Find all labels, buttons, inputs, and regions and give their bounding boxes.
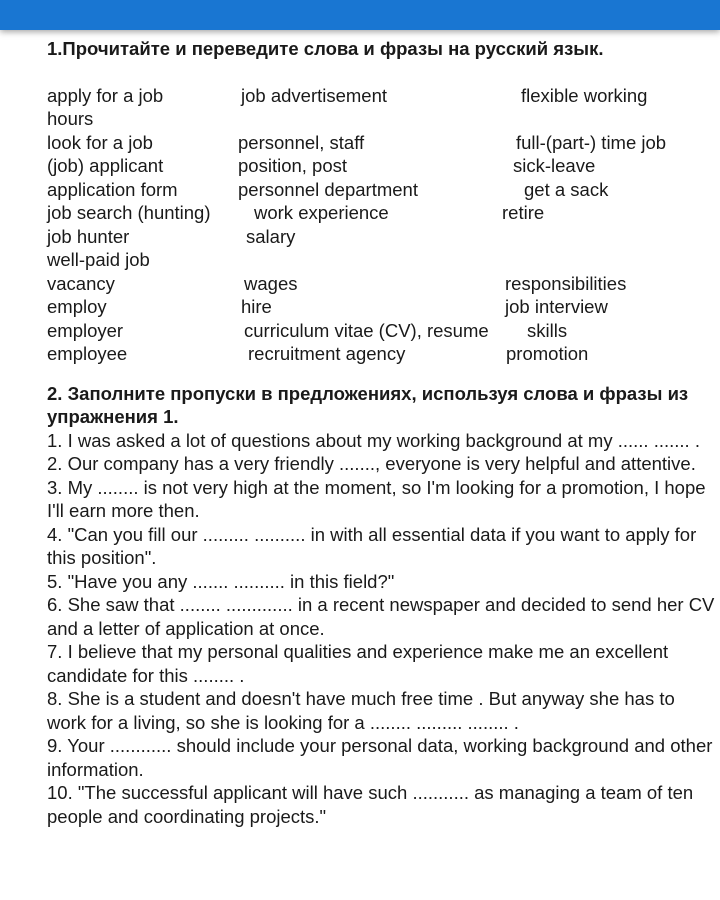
vocab-term: position, post (238, 155, 348, 176)
sentence: 2. Our company has a very friendly ......., everyone is very helpful and attentive. (47, 453, 696, 474)
vocab-term: curriculum vitae (CV), resume (244, 319, 489, 341)
vocab-term: job hunter (47, 225, 130, 247)
sentence: 5. "Have you any ....... .......... in this field?" (47, 570, 395, 592)
vocab-term: personnel, staff (238, 131, 365, 153)
vocab-row (47, 131, 717, 155)
vocab-term: promotion (506, 343, 589, 364)
vocab-term: application form (47, 178, 178, 200)
sentence: 8. She is a student and doesn't have much free time . But anyway she has to work for a living, so she is looking for a ........ ......... ........ . (47, 688, 675, 733)
vocab-term: well-paid job (47, 249, 150, 270)
vocab-term: recruitment agency (248, 343, 406, 364)
vocab-term: employer (47, 319, 124, 341)
vocab-term: responsibilities (505, 272, 627, 294)
vocab-term: sick-leave (513, 155, 596, 176)
vocab-term: wages (244, 272, 298, 294)
vocab-row (47, 319, 717, 343)
vocab-term: personnel department (238, 178, 418, 200)
vocab-row (47, 107, 717, 131)
sentence: 10. "The successful applicant will have such ........... as managing a team of ten people and coordinating projects." (47, 782, 694, 827)
vocab-term: skills (527, 319, 568, 341)
top-app-bar (0, 0, 720, 30)
vocab-row (47, 225, 717, 249)
sentence-list (47, 429, 717, 829)
sentence: 7. I believe that my personal qualities and experience make me an excellent candidate for this ........ . (47, 641, 669, 686)
vocab-row (47, 201, 717, 225)
vocab-row (47, 272, 717, 296)
sentence: 4. "Can you fill our ......... .......... in with all essential data if you want to apply for this position". (47, 523, 697, 568)
vocab-term: job advertisement (241, 84, 388, 106)
vocab-term: salary (246, 225, 296, 247)
vocab-row (47, 84, 717, 108)
sentence: 6. She saw that ........ ............. in a recent newspaper and decided to send her CV and a letter of application at once. (47, 594, 715, 639)
vocab-row (47, 248, 717, 272)
vocab-term: employ (47, 296, 107, 317)
vocab-term: retire (502, 202, 545, 223)
vocab-term: employee (47, 343, 128, 364)
vocab-term: apply for a job (47, 84, 164, 106)
vocab-term: hours (47, 108, 94, 129)
vocab-row (47, 154, 717, 178)
vocab-term: (job) applicant (47, 155, 164, 176)
vocab-term: job interview (505, 296, 608, 317)
vocab-row (47, 342, 717, 366)
vocab-term: flexible working (521, 84, 648, 106)
vocabulary-list (47, 84, 717, 366)
vocab-row (47, 295, 717, 319)
vocab-term: full-(part-) time job (516, 131, 667, 153)
vocab-term: look for a job (47, 131, 153, 153)
sentence: 9. Your ............ should include your personal data, working background and other information. (47, 735, 713, 780)
worksheet (47, 37, 717, 828)
sentence: 1. I was asked a lot of questions about my working background at my ...... ....... . (47, 429, 700, 451)
vocab-term: vacancy (47, 272, 115, 294)
vocab-row (47, 178, 717, 202)
vocab-term: work experience (254, 202, 389, 223)
vocab-term: get a sack (524, 178, 609, 200)
vocab-term: job search (hunting) (47, 202, 211, 223)
section-1-heading: 1.Прочитайте и переведите слова и фразы на русский язык. (47, 38, 604, 59)
vocab-term: hire (241, 296, 272, 317)
sentence: 3. My ........ is not very high at the moment, so I'm looking for a promotion, I hope I'll earn more then. (47, 476, 706, 521)
section-2-heading: 2. Заполните пропуски в предложениях, используя слова и фразы из упражнения 1. (47, 382, 689, 427)
